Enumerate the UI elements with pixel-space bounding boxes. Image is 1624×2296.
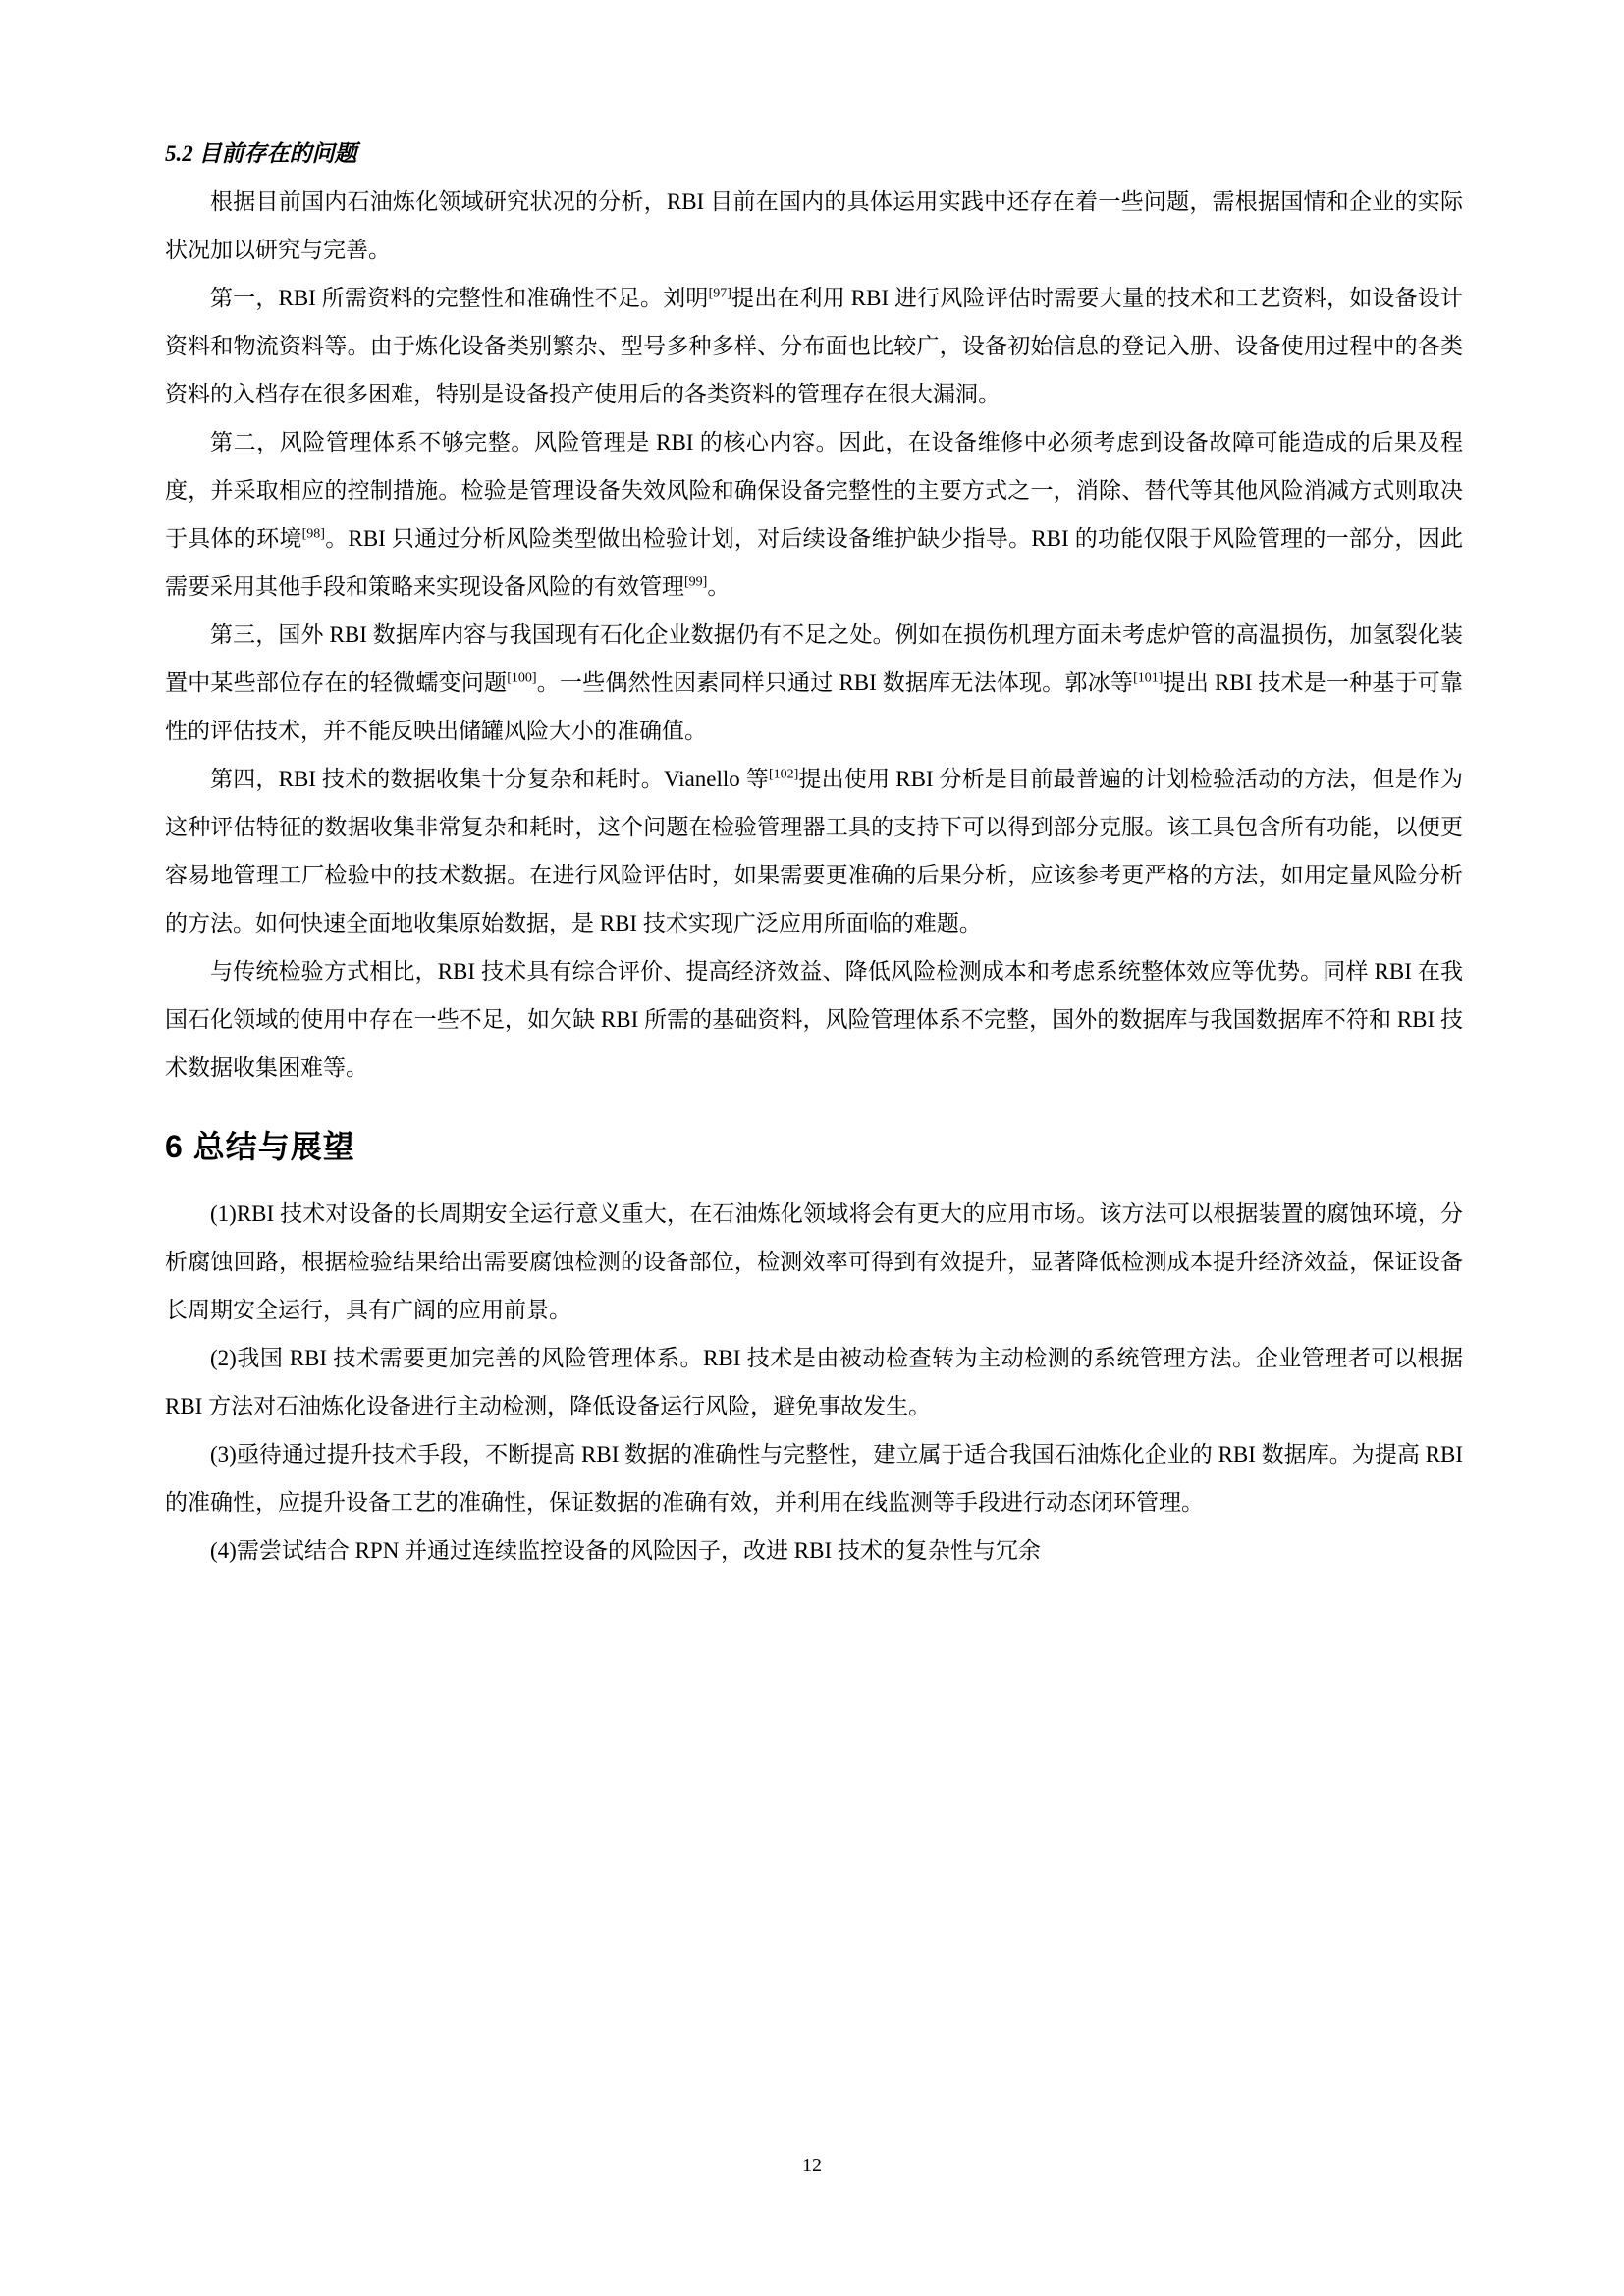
text-run: (1)RBI 技术对设备的长周期安全运行意义重大，在石油炼化领域将会有更大的应用市场。该方法可以根据装置的腐蚀环境，分析腐蚀回路，根据检验结果给出需要腐蚀检测的设备部位，检测效率可得到有效提升，显著降低检测成本提升经济效益，保证设备长周期安全运行，具有广阔的应用前景。 [165,1201,1463,1322]
citation-ref: [101] [1133,670,1164,686]
text-run: 与传统检验方式相比，RBI 技术具有综合评价、提高经济效益、降低风险检测成本和考虑系统整体效应等优势。同样 RBI 在我国石化领域的使用中存在一些不足，如欠缺 RBI 所需的基础资料，风险管理体系不完整，国外的数据库与我国数据库不符和 RBI 技术数据收集困难等。 [165,959,1463,1080]
text-run: 第四，RBI 技术的数据收集十分复杂和耗时。Vianello 等 [210,767,769,791]
text-run: (3)亟待通过提升技术手段，不断提高 RBI 数据的准确性与完整性，建立属于适合我国石油炼化企业的 RBI 数据库。为提高 RBI 的准确性，应提升设备工艺的准确性，保证数据的准确有效，并利用在线监测等手段进行动态闭环管理。 [165,1442,1463,1515]
text-run: 第三，国外 RBI 数据库内容与我国现有石化企业数据仍有不足之处。例如在损伤机理方面未考虑炉管的高温损伤，加氢裂化装置中某些部位存在的轻微蠕变问题 [165,622,1463,695]
paragraph [165,947,1463,1092]
paragraph [165,274,1463,418]
text-run: 提出使用 RBI 分析是目前最普遍的计划检验活动的方法，但是作为这种评估特征的数据收集非常复杂和耗时，这个问题在检验管理器工具的支持下可以得到部分克服。该工具包含所有功能，以便更容易地管理工厂检验中的技术数据。在进行风险评估时，如果需要更准确的后果分析，应该参考更严格的方法，如用定量风险分析的方法。如何快速全面地收集原始数据，是 RBI 技术实现广泛应用所面临的难题。 [165,767,1463,935]
citation-ref: [98] [301,526,325,542]
text-run: 提出 RBI 技术是一种基于可靠性的评估技术，并不能反映出储罐风险大小的准确值。 [165,670,1464,743]
paragraph [165,178,1463,274]
paragraph [165,1526,1463,1575]
section-heading-5.2: 5.2 目前存在的问题 [165,141,357,166]
section-heading-6: 6 总结与展望 [165,1129,355,1164]
text-run: 第二，风险管理体系不够完整。风险管理是 RBI 的核心内容。因此，在设备维修中必须考虑到设备故障可能造成的后果及程度，并采取相应的控制措施。检验是管理设备失效风险和确保设备完整性的主要方式之一，消除、替代等其他风险消减方式则取决于具体的环境 [165,430,1463,551]
paragraph [165,611,1463,755]
citation-ref: [100] [507,670,537,686]
text-run: (4)需尝试结合 RPN 并通过连续监控设备的风险因子，改进 RBI 技术的复杂性与冗余 [210,1538,1041,1563]
paragraph [165,1430,1463,1526]
paragraph [165,1334,1463,1430]
text-run: 第一，RBI 所需资料的完整性和准确性不足。刘明 [210,286,709,310]
paragraph [165,755,1463,947]
text-run: 提出在利用 RBI 进行风险评估时需要大量的技术和工艺资料，如设备设计资料和物流资料等。由于炼化设备类别繁杂、型号多种多样、分布面也比较广，设备初始信息的登记入册、设备使用过程中的各类资料的入档存在很多困难，特别是设备投产使用后的各类资料的管理存在很大漏洞。 [165,286,1464,406]
paragraph [165,1190,1463,1334]
text-run: 。 [707,574,731,599]
text-run: 。RBI 只通过分析风险类型做出检验计划，对后续设备维护缺少指导。RBI 的功能仅限于风险管理的一部分，因此需要采用其他手段和策略来实现设备风险的有效管理 [165,526,1463,599]
paragraph [165,418,1463,611]
text-run: (2)我国 RBI 技术需要更加完善的风险管理体系。RBI 技术是由被动检查转为主动检测的系统管理方法。企业管理者可以根据 RBI 方法对石油炼化设备进行主动检测，降低设备运行风险，避免事故发生。 [165,1346,1463,1418]
citation-ref: [97] [708,286,731,301]
page-number: 12 [802,2155,822,2176]
text-run: 。一些偶然性因素同样只通过 RBI 数据库无法体现。郭冰等 [536,670,1134,695]
document-body [165,130,1463,1575]
citation-ref: [99] [684,574,708,590]
citation-ref: [102] [768,767,799,782]
text-run: 根据目前国内石油炼化领域研究状况的分析，RBI 目前在国内的具体运用实践中还存在着一些问题，需根据国情和企业的实际状况加以研究与完善。 [165,189,1463,262]
